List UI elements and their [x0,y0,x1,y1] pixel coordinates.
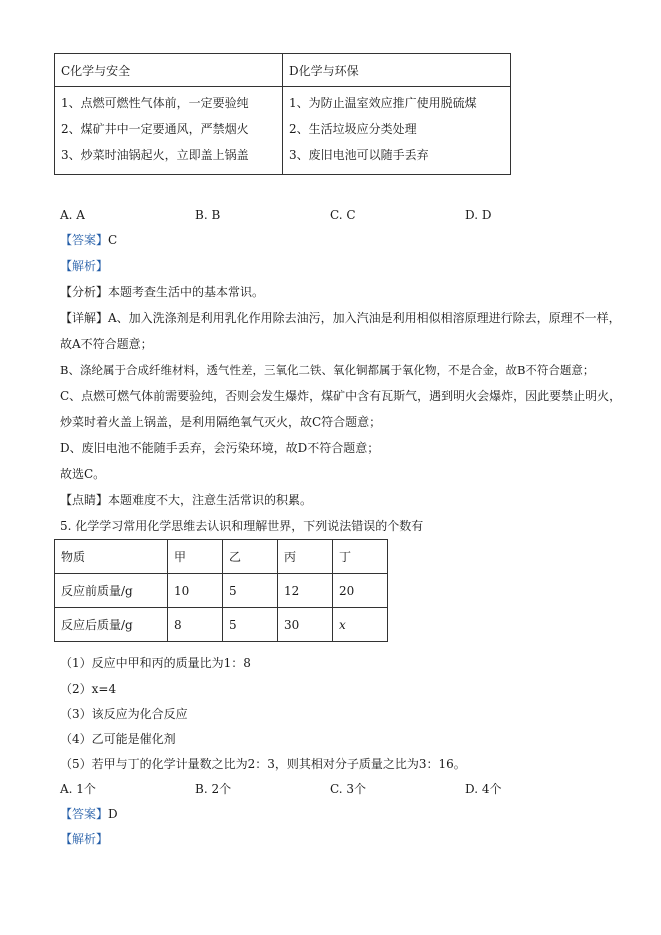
q4-dianjing [60,492,312,508]
mass-table-header: 甲 [168,540,223,574]
detail-text: A、加入洗涤剂是利用乳化作用除去油污，加入汽油是利用相似相溶原理进行除去，原理不一样， [108,311,621,325]
environment-line: 2、生活垃圾应分类处理 [289,122,417,136]
safety-cell [55,87,283,175]
dianjing-tag: 【点睛】 [60,493,109,507]
table-row [55,574,388,608]
environment-line: 3、废旧电池可以随手丢弃 [289,148,429,162]
header-environment: D化学与环保 [283,54,511,87]
fenxi-text: 本题考查生活中的基本常识。 [108,285,265,299]
table-cell: 20 [333,574,388,608]
q5-option-d: D. 4个 [465,782,502,796]
fenxi-tag: 【分析】 [60,285,109,299]
q5-stem: 5. 化学学习常用化学思维去认识和理解世界，下列说法错误的个数有 [60,519,424,533]
mass-table-header: 物质 [55,540,168,574]
environment-line: 1、为防止温室效应推广使用脱硫煤 [289,96,477,110]
safety-line: 2、煤矿井中一定要通风，严禁烟火 [61,122,249,136]
q4-fenxi [60,284,264,300]
safety-environment-table [54,53,511,175]
answer-value: C [108,233,118,247]
xiangjie-tag: 【详解】 [60,311,109,325]
q5-statement: （3）该反应为化合反应 [60,707,188,721]
dianjing-text: 本题难度不大，注意生活常识的积累。 [108,493,313,507]
q4-answer [60,232,117,248]
mass-table-header: 丁 [333,540,388,574]
q4-detail-line [60,310,621,326]
q4-option-b: B. B [195,208,221,222]
table-cell: 反应后质量/g [55,608,168,642]
q5-statement: （4）乙可能是催化剂 [60,732,176,746]
table-row [55,608,388,642]
q5-answer [60,806,118,822]
table-cell: 10 [168,574,223,608]
q4-detail-line: C、点燃可燃气体前需要验纯，否则会发生爆炸，煤矿中含有瓦斯气，遇到明火会爆炸，因此要禁止明火， [60,389,622,403]
q4-option-d: D. D [465,208,492,222]
table-cell: 30 [278,608,333,642]
q4-detail-line: D、废旧电池不能随手丢弃，会污染环境，故D不符合题意； [60,441,380,455]
q5-analysis-tag: 【解析】 [60,832,109,846]
table-cell: 反应前质量/g [55,574,168,608]
header-safety: C化学与安全 [55,54,283,87]
q5-option-a: A. 1个 [60,782,96,796]
q4-analysis-tag: 【解析】 [60,259,109,273]
q5-option-c: C. 3个 [330,782,367,796]
table-cell: x [333,608,388,642]
answer-tag: 【答案】 [60,233,109,247]
q4-detail-line: 故选C。 [60,467,106,481]
table-cell: 5 [223,608,278,642]
q5-option-b: B. 2个 [195,782,232,796]
answer-tag: 【答案】 [60,807,109,821]
table-cell: 8 [168,608,223,642]
safety-line: 3、炒菜时油锅起火，立即盖上锅盖 [61,148,249,162]
q5-statement: （2）x=4 [60,682,117,696]
mass-table-header: 丙 [278,540,333,574]
q5-statement: （5）若甲与丁的化学计量数之比为2：3，则其相对分子质量之比为3：16。 [60,757,466,771]
table-cell: 12 [278,574,333,608]
mass-table [54,539,388,642]
q4-detail-line: B、涤纶属于合成纤维材料，透气性差，三氧化二铁、氧化铜都属于氧化物，不是合金，故B不符合题意； [60,363,595,377]
q4-detail-line: 故A不符合题意； [60,337,153,351]
q4-option-c: C. C [330,208,356,222]
mass-table-header: 乙 [223,540,278,574]
table-cell: 5 [223,574,278,608]
answer-value: D [108,807,118,821]
q4-detail-line: 炒菜时着火盖上锅盖，是利用隔绝氧气灭火，故C符合题意； [60,415,382,429]
safety-line: 1、点燃可燃性气体前，一定要验纯 [61,96,249,110]
q5-statement: （1）反应中甲和丙的质量比为1：8 [60,656,251,670]
environment-cell [283,87,511,175]
q4-option-a: A. A [60,208,85,222]
